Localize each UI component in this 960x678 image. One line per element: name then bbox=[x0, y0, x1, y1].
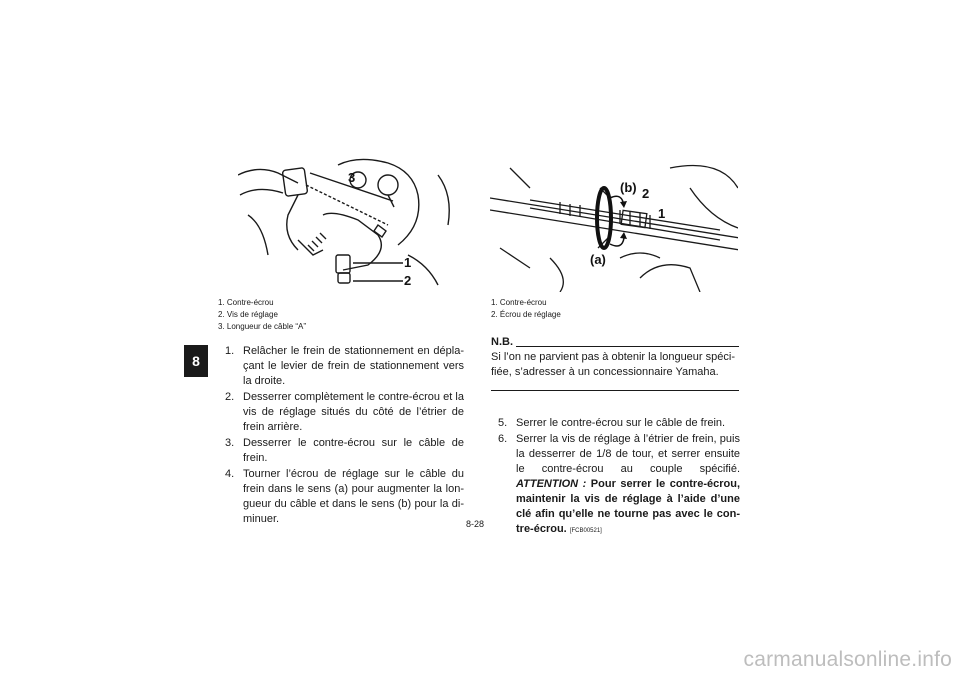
attention-label: ATTENTION : bbox=[516, 478, 587, 490]
step-number: 1. bbox=[225, 345, 235, 357]
legend-item: 1. Contre-écrou bbox=[218, 298, 274, 307]
step-text: Relâcher le frein de stationnement en dépla-çant le levier de frein de stationnement vers la droite. bbox=[243, 345, 464, 387]
step-number: 5. bbox=[498, 417, 508, 429]
chapter-tab: 8 bbox=[184, 345, 208, 377]
callout-3: 3 bbox=[348, 170, 356, 185]
adjuster-illustration bbox=[490, 158, 738, 292]
step-text: Desserrer le contre-écrou sur le câble de frein. bbox=[243, 437, 464, 464]
attention-text: Pour serrer le contre-écrou, maintenir la vis de réglage à l’aide d’une clé afin qu’elle ne tourne pas avec le con-tre-écrou. bbox=[516, 478, 741, 535]
step-item bbox=[225, 467, 464, 527]
note-block bbox=[491, 336, 739, 391]
note-end-rule bbox=[491, 390, 739, 391]
step-text: Tourner l’écrou de réglage sur le câble du frein dans le sens (a) pour augmenter la lon-gueur du câble et dans le sens (b) pour la di-minuer. bbox=[243, 468, 464, 525]
step-text: Serrer la vis de réglage à l’étrier de frein, puis la desserrer de 1/8 de tour, et serrer ensuite le contre-écrou au couple spécifié. bbox=[516, 433, 740, 475]
note-header bbox=[491, 336, 739, 349]
legend-item: 2. Écrou de réglage bbox=[491, 310, 561, 319]
procedure-steps-right bbox=[498, 416, 740, 540]
step-number: 4. bbox=[225, 468, 235, 480]
page-number: 8-28 bbox=[466, 519, 485, 529]
watermark: carmanualsonline.info bbox=[743, 648, 952, 671]
procedure-steps-left bbox=[225, 344, 464, 528]
figure1-legend bbox=[218, 297, 306, 333]
reference-code: [FCB00521] bbox=[569, 528, 602, 534]
step-item bbox=[225, 436, 464, 466]
step-item bbox=[225, 390, 464, 435]
figure2-legend bbox=[491, 297, 561, 321]
legend-item: 2. Vis de réglage bbox=[218, 310, 278, 319]
step-item bbox=[498, 432, 740, 539]
step-item bbox=[498, 416, 740, 431]
step-item bbox=[225, 344, 464, 389]
step-number: 2. bbox=[225, 391, 235, 403]
figure-cable-adjuster bbox=[490, 158, 738, 292]
step-text: Serrer le contre-écrou sur le câble de frein. bbox=[516, 417, 726, 429]
step-text: Desserrer complètement le contre-écrou et la vis de réglage situés du côté de l’étrier de frein arrière. bbox=[243, 391, 464, 433]
callout-1: 1 bbox=[658, 206, 666, 221]
note-text: Si l’on ne parvient pas à obtenir la longueur spéci-fiée, s’adresser à un concessionnaire Yamaha. bbox=[491, 351, 735, 378]
callout-a: (a) bbox=[590, 252, 606, 267]
callout-1: 1 bbox=[404, 255, 412, 270]
callout-2: 2 bbox=[404, 273, 412, 288]
figure-caliper-cable bbox=[238, 155, 464, 291]
callout-2: 2 bbox=[642, 186, 650, 201]
legend-item: 3. Longueur de câble “A” bbox=[218, 322, 307, 331]
callout-b: (b) bbox=[620, 180, 637, 195]
note-label: N.B. bbox=[491, 336, 513, 348]
legend-item: 1. Contre-écrou bbox=[491, 298, 547, 307]
step-number: 3. bbox=[225, 437, 235, 449]
caliper-illustration bbox=[238, 155, 464, 291]
step-number: 6. bbox=[498, 433, 508, 445]
